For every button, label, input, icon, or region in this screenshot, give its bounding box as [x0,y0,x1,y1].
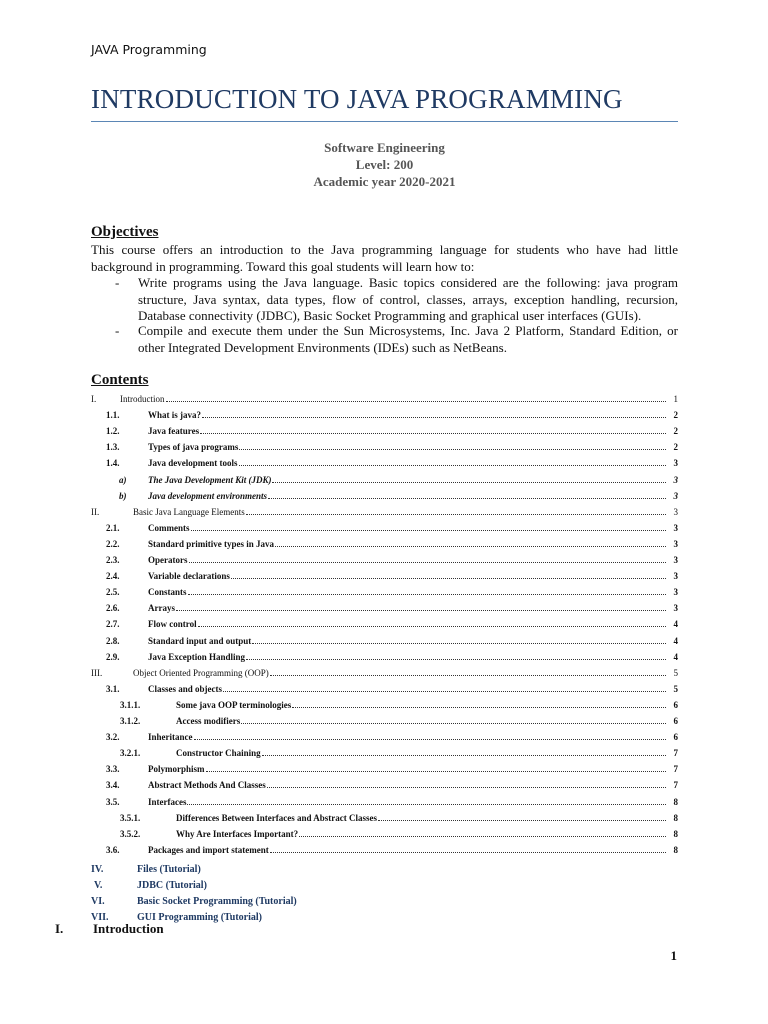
toc-entry-title: Basic Java Language Elements [133,506,245,517]
toc-entry[interactable] [91,408,678,422]
toc-tutorial-number: IV. [91,863,104,875]
toc-entry-label [133,666,668,680]
toc-entry-label [148,456,668,470]
document-title: INTRODUCTION TO JAVA PROGRAMMING [91,84,623,114]
toc-entry-title: The Java Development Kit (JDK) [148,474,272,485]
toc-dot-leader [378,819,666,821]
bullet-text: Compile and execute them under the Sun Microsystems, Inc. Java 2 Platform, Standard Edition, or other Integrated Development Environments (IDEs) such as NetBeans. [138,323,678,355]
toc-dot-leader [231,577,666,579]
toc-entry[interactable] [91,730,678,744]
bullet-text: Write programs using the Java language. Basic topics considered are the following: java program structure, Java syntax, data types, flow of control, classes, arrays, exception handling, recursion, Database connectivity (JDBC), Basic Socket Programming and graphical user interfaces (GUIs). [138,275,678,323]
toc-entry-number: 2.8. [106,635,120,646]
toc-dot-leader [246,513,666,515]
toc-entry-label [148,601,668,615]
course-name: Software Engineering [324,140,445,155]
toc-entry-title: Java Exception Handling [148,651,246,662]
toc-entry-page: 5 [673,683,678,694]
toc-entry-page: 7 [673,748,678,759]
toc-dot-leader [187,803,666,805]
toc-entry[interactable] [91,392,678,406]
toc-entry-number: 1.3. [106,442,120,453]
toc-entry-number: 2.2. [106,538,120,549]
toc-entry-page: 3 [673,571,678,582]
toc-entry-title: Flow control [148,619,197,630]
toc-entry-title: Arrays [148,603,175,614]
toc-dot-leader [262,754,666,756]
toc-tutorial-entry[interactable] [91,862,678,877]
toc-entry[interactable] [91,778,678,792]
toc-dot-leader [268,497,666,499]
toc-entry-page: 3 [673,603,678,614]
bullet-dash: - [115,275,120,290]
toc-entry-label [148,778,668,792]
toc-entry-title: Inheritance [148,732,193,743]
toc-entry-number: a) [119,474,127,485]
toc-entry-number: 3.5.2. [120,828,141,839]
toc-tutorial-entry[interactable] [91,894,678,909]
toc-entry-title: Interfaces [148,796,187,807]
toc-entry-title: Comments [148,522,190,533]
toc-entry-label [120,392,668,406]
toc-entry-label [148,585,668,599]
toc-entry-title: Java features [148,426,200,437]
toc-entry-number: 2.5. [106,587,120,598]
toc-entry-title: Standard primitive types in Java [148,538,275,549]
toc-dot-leader [270,851,666,853]
toc-tutorial-entry[interactable] [91,878,678,893]
toc-entry-page: 3 [673,490,678,501]
toc-entry-title: Some java OOP terminologies [176,699,292,710]
toc-entry[interactable] [91,827,678,841]
toc-entry[interactable] [91,617,678,631]
toc-entry[interactable] [91,746,678,760]
toc-entry-title: Operators [148,555,188,565]
toc-dot-leader [252,642,666,644]
toc-tutorial-number: VII. [91,912,109,924]
toc-entry-title: Java development tools [148,458,238,469]
toc-entry-label [148,424,668,438]
toc-dot-leader [206,770,666,772]
toc-entry-label [148,843,668,857]
toc-entry-number: 3.1. [106,683,120,694]
toc-entry[interactable] [91,762,678,776]
toc-entry[interactable] [91,456,678,470]
toc-entry-title: Constants [148,587,187,598]
toc-entry[interactable] [91,666,678,680]
toc-dot-leader [267,786,666,788]
toc-dot-leader [272,481,666,483]
toc-entry-label [148,762,668,776]
toc-entry-label [176,714,668,728]
toc-tutorial-entry[interactable] [91,910,678,925]
toc-dot-leader [198,625,666,627]
toc-entry-page: 8 [673,796,678,807]
toc-entry-page: 8 [673,828,678,839]
toc-entry-number: 2.9. [106,651,120,662]
toc-entry-page: 7 [673,780,678,791]
toc-entry-number: I. [91,394,97,404]
toc-entry-number: 3.5. [106,796,120,807]
toc-entry-number: 1.1. [106,410,120,421]
toc-entry-page: 8 [673,812,678,823]
section-number: I. [55,921,64,936]
toc-entry-page: 3 [673,538,678,549]
toc-entry-number: b) [119,490,127,501]
academic-year: Academic year 2020-2021 [313,174,456,189]
toc-entry-page: 3 [673,458,678,469]
toc-entry-label [176,827,668,841]
toc-entry-number: III. [91,667,103,678]
page-number: 1 [670,948,677,963]
toc-dot-leader [194,738,667,740]
toc-entry-number: 1.4. [106,458,120,469]
toc-entry-title: Variable declarations [148,571,230,582]
toc-entry-title: Object Oriented Programming (OOP) [133,667,269,678]
toc-entry-title: Differences Between Interfaces and Abstract Classes [176,812,378,823]
toc-entry-page: 3 [673,506,678,517]
toc-entry-number: 3.2.1. [120,748,141,759]
toc-entry[interactable] [91,795,678,809]
toc-entry-page: 6 [673,732,678,743]
toc-entry-page: 1 [673,394,678,404]
running-header: JAVA Programming [91,42,207,57]
toc-entry-number: 3.4. [106,780,120,791]
toc-dot-leader [166,400,667,402]
toc-dot-leader [299,835,666,837]
toc-entry-page: 6 [673,699,678,710]
toc-entry-number: 2.7. [106,619,120,630]
toc-dot-leader [292,706,666,708]
toc-entry[interactable] [91,843,678,857]
toc-entry-label [176,811,668,825]
toc-entry-page: 2 [673,426,678,437]
toc-entry-label [148,553,668,567]
toc-entry[interactable] [91,537,678,551]
toc-entry-title: Polymorphism [148,764,205,775]
toc-dot-leader [189,561,667,563]
toc-tutorial-label: JDBC (Tutorial) [137,880,207,891]
toc-entry[interactable] [91,682,678,696]
toc-dot-leader [188,593,666,595]
toc-tutorial-number: VI. [91,896,105,908]
toc-entry[interactable] [91,424,678,438]
toc-entry-page: 4 [673,635,678,646]
objectives-heading: Objectives [91,224,159,240]
toc-entry-label [148,489,668,503]
toc-entry-title: Constructor Chaining [176,748,261,759]
toc-entry-page: 6 [673,716,678,726]
toc-dot-leader [202,416,666,418]
toc-entry-page: 4 [673,651,678,662]
toc-entry-title: Types of java programs [148,442,239,453]
toc-entry-page: 5 [673,667,678,678]
toc-entry-page: 4 [673,619,678,630]
toc-entry-number: 3.6. [106,844,120,855]
toc-entry-label [148,569,668,583]
toc-entry-title: Standard input and output [148,635,252,646]
toc-entry-page: 3 [673,555,678,565]
toc-dot-leader [241,722,666,724]
toc-entry-label [148,521,668,535]
toc-entry-number: 3.2. [106,732,120,743]
toc-entry-label [148,617,668,631]
toc-entry-label [133,505,668,519]
toc-entry[interactable] [91,698,678,712]
toc-entry-number: 2.4. [106,571,120,582]
toc-entry-title: Introduction [120,394,165,404]
toc-entry-number: 3.3. [106,764,120,775]
toc-entry-label [148,473,668,487]
toc-entry-title: Packages and import statement [148,844,269,855]
toc-entry-label [148,537,668,551]
toc-entry-number: 3.5.1. [120,812,141,823]
toc-entry[interactable] [91,585,678,599]
toc-entry[interactable] [91,634,678,648]
course-level: Level: 200 [355,157,414,172]
toc-dot-leader [176,609,666,611]
toc-dot-leader [246,658,666,660]
toc-tutorial-label: GUI Programming (Tutorial) [137,912,262,924]
toc-entry[interactable] [91,569,678,583]
toc-entry-page: 3 [673,522,678,533]
toc-dot-leader [270,674,666,676]
toc-dot-leader [191,529,667,531]
toc-entry-label [148,634,668,648]
objectives-intro: This course offers an introduction to the Java programming language for students who have had little background in programming. Toward this goal students will learn how to: [91,242,678,274]
toc-tutorial-label: Basic Socket Programming (Tutorial) [137,896,297,908]
bullet-dash: - [115,323,120,338]
toc-entry-label [148,440,668,454]
toc-entry[interactable] [91,650,678,664]
toc-entry-title: Access modifiers [176,716,241,726]
toc-entry[interactable] [91,714,678,728]
toc-entry-number: 3.1.2. [120,716,141,726]
toc-entry-page: 3 [673,474,678,485]
toc-entry-page: 8 [673,844,678,855]
toc-entry-number: 2.6. [106,603,120,614]
toc-dot-leader [275,545,666,547]
toc-entry-label [176,698,668,712]
toc-entry-title: Classes and objects [148,683,223,694]
toc-entry[interactable] [91,553,678,567]
toc-entry[interactable] [91,601,678,615]
title-underline [91,121,678,122]
toc-entry[interactable] [91,473,678,487]
toc-entry-title: Abstract Methods And Classes [148,780,266,791]
toc-entry-label [176,746,668,760]
contents-heading: Contents [91,372,149,388]
toc-entry-label [148,730,668,744]
toc-entry-title: Java development environments [148,490,267,501]
toc-entry-page: 2 [673,410,678,421]
toc-entry-page: 7 [673,764,678,775]
toc-dot-leader [239,448,666,450]
toc-entry[interactable] [91,811,678,825]
toc-entry[interactable] [91,505,678,519]
toc-entry-title: Why Are Interfaces Important? [176,828,299,839]
toc-entry-page: 2 [673,442,678,453]
toc-entry-page: 3 [673,587,678,598]
toc-dot-leader [200,432,666,434]
toc-entry-number: II. [91,506,100,517]
toc-entry-number: 2.1. [106,522,120,533]
toc-entry-label [148,682,668,696]
toc-entry-number: 2.3. [106,555,120,565]
toc-entry-label [148,650,668,664]
toc-entry[interactable] [91,521,678,535]
toc-entry-number: 1.2. [106,426,120,437]
toc-dot-leader [239,464,667,466]
toc-entry[interactable] [91,440,678,454]
toc-entry-number: 3.1.1. [120,699,141,710]
toc-dot-leader [223,690,666,692]
toc-entry[interactable] [91,489,678,503]
toc-entry-label [148,795,668,809]
toc-entry-label [148,408,668,422]
toc-tutorial-number: V. [94,880,103,891]
toc-tutorial-label: Files (Tutorial) [137,863,201,875]
section-title: Introduction [93,921,164,936]
toc-entry-title: What is java? [148,410,202,421]
